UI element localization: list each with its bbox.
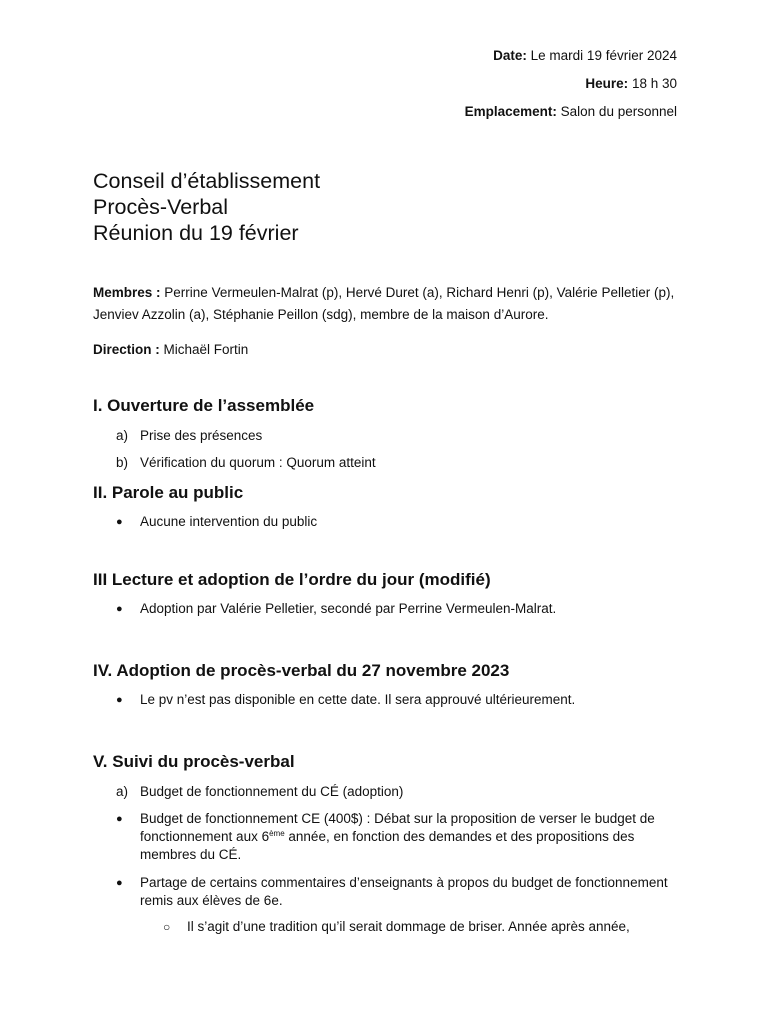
direction-text: Michaël Fortin: [163, 342, 249, 357]
list-item-text: Le pv n’est pas disponible en cette date. Il sera approuvé ultérieurement.: [140, 692, 576, 707]
list-item-text: Adoption par Valérie Pelletier, secondé par Perrine Vermeulen-Malrat.: [140, 601, 557, 616]
meeting-time: [585, 76, 677, 91]
sub-list-item-text: Il s’agit d’une tradition qu’il serait dommage de briser. Année après année,: [187, 919, 630, 934]
document-title: [93, 168, 320, 246]
direction-paragraph: [93, 339, 683, 361]
list-item-text: Budget de fonctionnement du CÉ (adoption): [140, 784, 404, 799]
list-item: [116, 513, 676, 531]
time-label: Heure:: [585, 76, 629, 91]
list-item-text-part: année, en fonction des demandes et des propositions des membres du CÉ.: [140, 829, 635, 862]
meeting-location: [465, 104, 677, 119]
list-item: [116, 874, 676, 910]
location-value: Salon du personnel: [560, 104, 677, 119]
list-marker: a): [116, 784, 129, 799]
list-item: [116, 810, 676, 864]
section-heading-3: III Lecture et adoption de l’ordre du jour (modifié): [93, 570, 491, 589]
list-item-text-part: Budget de fonctionnement CE (400$) : Débat sur la proposition de verser le budget de fonctionnement aux 6: [140, 811, 655, 844]
location-label: Emplacement:: [464, 104, 557, 119]
section-heading-1: I. Ouverture de l’assemblée: [93, 396, 315, 415]
section-heading-2: II. Parole au public: [93, 483, 244, 502]
list-item: [116, 783, 676, 801]
superscript: ème: [269, 829, 285, 838]
time-value: 18 h 30: [631, 76, 677, 91]
list-item-text: Aucune intervention du public: [140, 514, 318, 529]
list-item-text: Vérification du quorum : Quorum atteint: [140, 455, 376, 470]
meeting-date: [493, 48, 677, 63]
sub-list-item: [163, 918, 683, 936]
title-line-2: Procès-Verbal: [93, 195, 229, 219]
date-label: Date:: [493, 48, 527, 63]
hollow-bullet-icon: ○: [163, 920, 171, 934]
bullet-icon: ●: [116, 603, 123, 615]
direction-label: Direction :: [93, 342, 160, 357]
list-item-text: Partage de certains commentaires d’enseignants à propos du budget de fonctionnement remis aux élèves de 6e.: [140, 875, 668, 908]
bullet-icon: ●: [116, 694, 123, 706]
list-item: [116, 691, 676, 709]
list-item-text: Prise des présences: [140, 428, 263, 443]
list-marker: a): [116, 428, 129, 443]
bullet-icon: ●: [116, 877, 123, 889]
bullet-icon: ●: [116, 516, 123, 528]
section-heading-4: IV. Adoption de procès-verbal du 27 novembre 2023: [93, 661, 510, 680]
date-value: Le mardi 19 février 2024: [530, 48, 677, 63]
members-label: Membres :: [93, 285, 161, 300]
section-heading-5: V. Suivi du procès-verbal: [93, 752, 295, 771]
list-item: [116, 454, 676, 472]
title-line-1: Conseil d’établissement: [93, 169, 321, 193]
list-marker: b): [116, 455, 129, 470]
list-item: [116, 600, 676, 618]
bullet-icon: ●: [116, 813, 123, 825]
members-text: Perrine Vermeulen-Malrat (p), Hervé Duret (a), Richard Henri (p), Valérie Pelletier (p), Jenviev Azzolin (a), Stéphanie Peillon (sdg), membre de la maison d’Aurore.: [93, 285, 675, 322]
title-line-3: Réunion du 19 février: [93, 221, 299, 245]
list-item: [116, 427, 676, 445]
members-paragraph: [93, 282, 683, 326]
list-item-text: [140, 810, 676, 864]
